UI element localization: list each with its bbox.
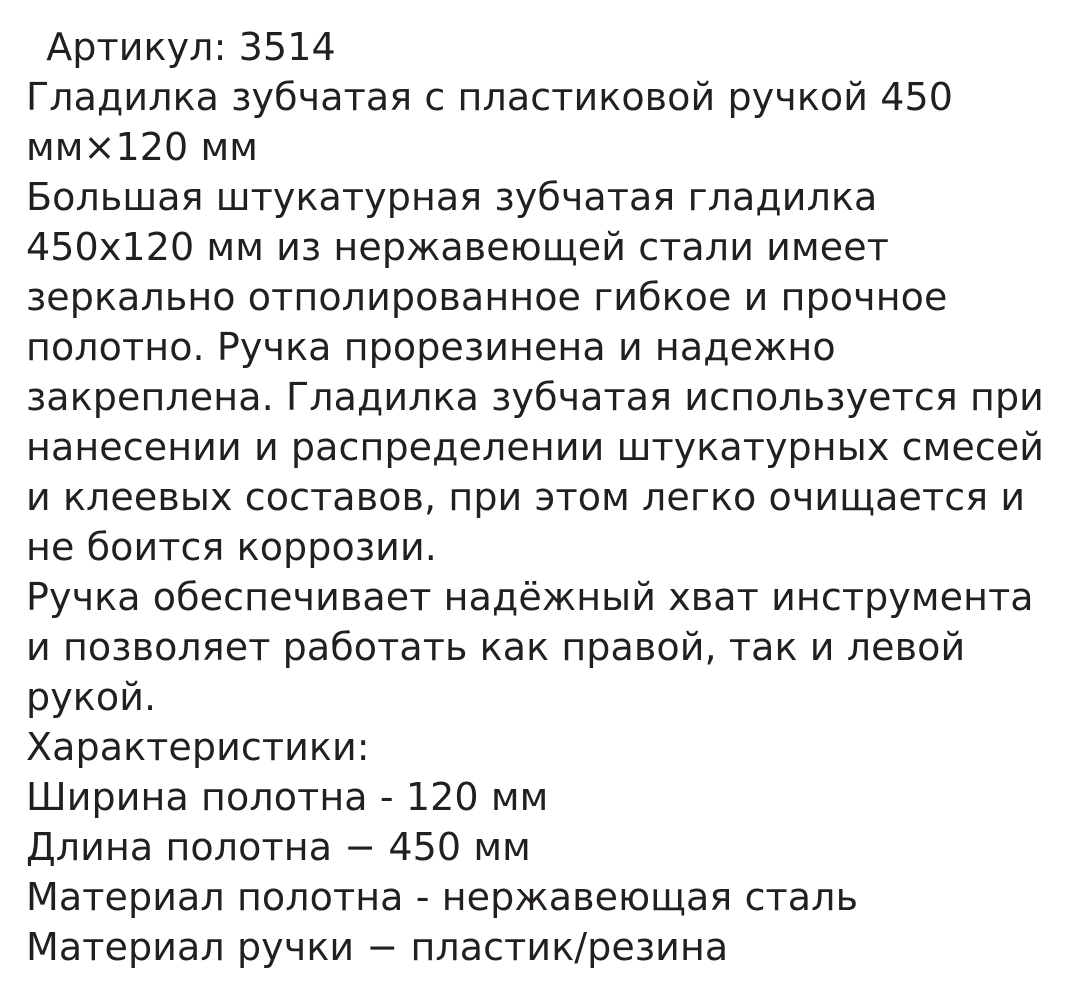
spec-blade-width: Ширина полотна - 120 мм bbox=[26, 775, 549, 819]
spec-blade-material: Материал полотна - нержавеющая сталь bbox=[26, 875, 859, 919]
specs-heading: Характеристики: bbox=[26, 725, 370, 769]
product-title: Гладилка зубчатая с пластиковой ручкой 450 мм×120 мм bbox=[26, 75, 966, 169]
handle-note: Ручка обеспечивает надёжный хват инструмента и позволяет работать как правой, так и левой рукой. bbox=[26, 575, 1034, 719]
product-description: Большая штукатурная зубчатая гладилка 450х120 мм из нержавеющей стали имеет зеркально отполированное гибкое и прочное полотно. Ручка прорезинена и надежно закреплена. Гладилка зубчатая используется при нанесении и распределении штукатурных смесей и клеевых составов, при этом легко очищается и не боится коррозии. bbox=[26, 175, 1045, 569]
article-number: Артикул: 3514 bbox=[34, 25, 336, 69]
spec-handle-material: Материал ручки − пластик/резина bbox=[26, 925, 729, 969]
spec-blade-length: Длина полотна − 450 мм bbox=[26, 825, 531, 869]
